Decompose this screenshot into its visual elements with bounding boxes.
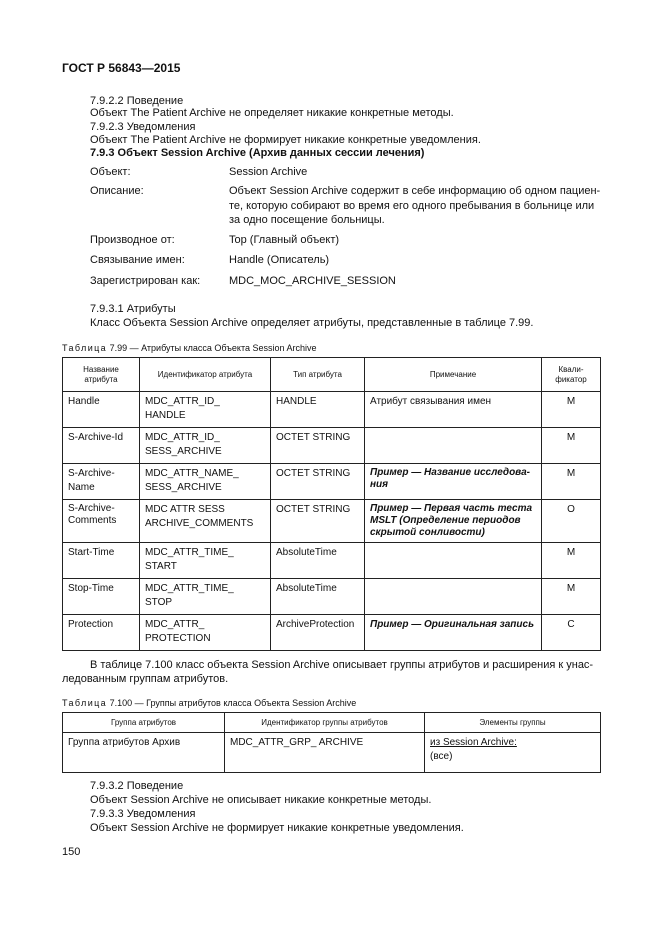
page-header: ГОСТ Р 56843—2015 — [62, 61, 181, 75]
description-line-3: за одно посещение больницы. — [229, 214, 385, 226]
table-99-caption-prefix: Таблица — [62, 343, 108, 353]
derived-label: Производное от: — [90, 234, 175, 246]
cell-note: Пример — Название исследова- ния — [365, 464, 542, 500]
cell-type: AbsoluteTime — [271, 543, 365, 579]
table-row — [63, 543, 601, 579]
cell-note: Пример — Оригинальная запись — [365, 615, 542, 651]
subsection-heading-behavior: 7.9.2.2 Поведение — [90, 95, 184, 107]
cell-id: MDC ATTR SESS ARCHIVE_COMMENTS — [140, 500, 271, 543]
paragraph-attributes: Класс Объекта Session Archive определяет атрибуты, представленные в таблице 7.99. — [90, 317, 534, 329]
cell-qualifier: M — [542, 464, 601, 500]
paragraph-notifications: Объект The Patient Archive не формирует никакие конкретные уведомления. — [90, 134, 481, 146]
cell-id: MDC_ATTR_TIME_ START — [140, 543, 271, 579]
description-line-1: Объект Session Archive содержит в себе информацию об одном пациен- — [229, 185, 601, 197]
cell-group-id: MDC_ATTR_GRP_ ARCHIVE — [225, 733, 425, 773]
table-row — [63, 733, 601, 773]
subsection-heading-attributes: 7.9.3.1 Атрибуты — [90, 303, 176, 315]
cell-name: S-Archive-Id — [63, 428, 140, 464]
cell-name: S-Archive- Name — [63, 464, 140, 500]
cell-name: Start-Time — [63, 543, 140, 579]
cell-type: AbsoluteTime — [271, 579, 365, 615]
table-row — [63, 392, 601, 428]
registered-label: Зарегистрирован как: — [90, 275, 201, 287]
cell-id: MDC_ATTR_ID_ HANDLE — [140, 392, 271, 428]
paragraph-behavior: Объект The Patient Archive не определяет никакие конкретные методы. — [90, 107, 454, 119]
table-row — [63, 428, 601, 464]
cell-name: Protection — [63, 615, 140, 651]
cell-id: MDC_ATTR_ID_ SESS_ARCHIVE — [140, 428, 271, 464]
subsection-heading-behavior-2: 7.9.3.2 Поведение — [90, 780, 184, 792]
registered-value: MDC_MOC_ARCHIVE_SESSION — [229, 275, 396, 287]
paragraph-behavior-2: Объект Session Archive не описывает никакие конкретные методы. — [90, 794, 432, 806]
table-row — [63, 464, 601, 500]
section-heading-session-archive: 7.9.3 Объект Session Archive (Архив данных сессии лечения) — [90, 147, 425, 159]
cell-name: Stop-Time — [63, 579, 140, 615]
header-attribute-name: Название атрибута — [63, 358, 140, 392]
attributes-table — [62, 357, 601, 651]
description-label: Описание: — [90, 185, 144, 197]
header-group-id: Идентификатор группы атрибутов — [225, 713, 425, 733]
derived-value: Top (Главный объект) — [229, 234, 340, 246]
table-99-caption — [62, 342, 317, 354]
cell-qualifier: M — [542, 392, 601, 428]
cell-name: S-Archive- Comments — [63, 500, 140, 543]
cell-note — [365, 579, 542, 615]
name-binding-value: Handle (Описатель) — [229, 254, 330, 266]
table-row — [63, 579, 601, 615]
header-attribute-id: Идентификатор атрибута — [140, 358, 271, 392]
cell-qualifier: M — [542, 579, 601, 615]
header-attribute-type: Тип атрибута — [271, 358, 365, 392]
cell-qualifier: O — [542, 500, 601, 543]
header-group-elements: Элементы группы — [425, 713, 601, 733]
subsection-heading-notifications: 7.9.2.3 Уведомления — [90, 121, 196, 133]
header-qualifier: Квали- фикатор — [542, 358, 601, 392]
cell-note: Пример — Первая часть теста MSLT (Определение периодов скрытой сонливости) — [365, 500, 542, 543]
header-note: Примечание — [365, 358, 542, 392]
cell-qualifier: M — [542, 543, 601, 579]
cell-note — [365, 543, 542, 579]
header-group: Группа атрибутов — [63, 713, 225, 733]
paragraph-table-100-intro-line-1: В таблице 7.100 класс объекта Session Archive описывает группы атрибутов и расширения к унас- — [90, 659, 594, 671]
description-line-2: те, которую собирают во время его одного пребывания в больнице или — [229, 200, 595, 212]
cell-name: Handle — [63, 392, 140, 428]
cell-qualifier: M — [542, 428, 601, 464]
cell-type: OCTET STRING — [271, 500, 365, 543]
object-value: Session Archive — [229, 166, 308, 178]
paragraph-notifications-2: Объект Session Archive не формирует никакие конкретные уведомления. — [90, 822, 464, 834]
cell-id: MDC_ATTR_NAME_ SESS_ARCHIVE — [140, 464, 271, 500]
cell-id: MDC_ATTR_TIME_ STOP — [140, 579, 271, 615]
page-number: 150 — [62, 846, 81, 858]
cell-type: OCTET STRING — [271, 428, 365, 464]
subsection-heading-notifications-2: 7.9.3.3 Уведомления — [90, 808, 196, 820]
cell-id: MDC_ATTR_ PROTECTION — [140, 615, 271, 651]
table-99-caption-title: 7.99 — Атрибуты класса Объекта Session Archive — [107, 343, 317, 353]
cell-note: Атрибут связывания имен — [365, 392, 542, 428]
table-row — [63, 500, 601, 543]
table-100-caption — [62, 697, 356, 709]
name-binding-label: Связывание имен: — [90, 254, 185, 266]
table-row — [63, 615, 601, 651]
table-100-caption-title: 7.100 — Группы атрибутов класса Объекта Session Archive — [107, 698, 357, 708]
cell-group: Группа атрибутов Архив — [63, 733, 225, 773]
object-label: Объект: — [90, 166, 131, 178]
table-100-caption-prefix: Таблица — [62, 698, 108, 708]
attribute-groups-table — [62, 712, 601, 773]
cell-type: HANDLE — [271, 392, 365, 428]
paragraph-table-100-intro-line-2: ледованным группам атрибутов. — [62, 673, 229, 685]
cell-type: ArchiveProtection — [271, 615, 365, 651]
cell-note — [365, 428, 542, 464]
cell-group-elements: из Session Archive: (все) — [425, 733, 601, 773]
cell-qualifier: C — [542, 615, 601, 651]
cell-type: OCTET STRING — [271, 464, 365, 500]
